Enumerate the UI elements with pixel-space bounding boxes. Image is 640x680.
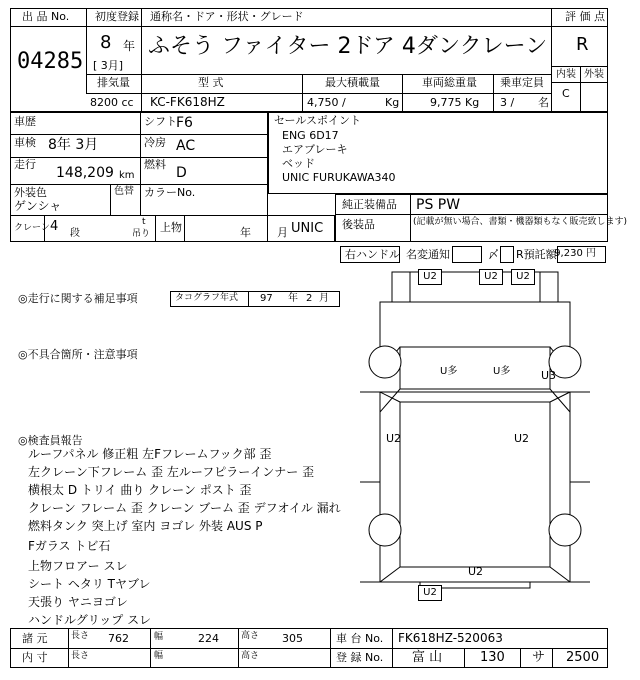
mark-u2-bumper: U2 (418, 585, 442, 601)
interior-grade-label: 内装 (556, 69, 576, 80)
first-reg-year: 8 (100, 32, 112, 53)
steering-value: 右ハンドル (345, 248, 400, 261)
mark-u2-front-left: U2 (418, 269, 442, 285)
inspector-line-8: シート ヘタリ Tヤブレ (28, 577, 151, 591)
aftermarket-note: (記載が無い場合、書類・機器類もなく販売致します) (413, 217, 628, 227)
registration-kana: サ (532, 650, 546, 665)
tachograph-label: タコグラフ年式 (175, 293, 239, 303)
model-label: 型 式 (198, 76, 224, 89)
inspection-value: 8年 3月 (48, 137, 99, 153)
bed-outline (380, 392, 570, 582)
tachograph-month-unit: 月 (319, 293, 329, 304)
history-label: 車歴 (14, 115, 36, 128)
tachograph-month: 2 (306, 293, 313, 304)
vehicle-name: ふそう ファイター 2ドア 4ダンクレーン (148, 34, 548, 59)
mark-u2-front-center: U2 (479, 269, 503, 285)
cab-outline (400, 347, 550, 389)
deadline-label: 〆 (488, 248, 499, 261)
wheel-rear-left (369, 514, 401, 546)
cab-roof-outline (380, 302, 570, 372)
mark-u2-right-side: U2 (514, 432, 530, 445)
displacement-value: 8200 cc (90, 96, 134, 109)
chassis-number: FK618HZ-520063 (398, 631, 503, 645)
registration-label: 登 録 No. (336, 651, 384, 664)
inspector-line-4: クレーン フレーム 歪 クレーン ブーム 歪 デフオイル 漏れ (28, 501, 341, 515)
interior-length-label: 長さ (71, 651, 90, 661)
color-label: 外装色 (14, 186, 47, 199)
crane-stages: 4 (50, 219, 59, 234)
capacity-value: 3 / (500, 96, 515, 109)
mileage-unit: km (119, 170, 135, 181)
oem-equipment-value: PS PW (416, 197, 461, 213)
vehicle-name-label: 通称名・ドア・形状・グレード (150, 10, 304, 23)
bed-month-unit: 月 (277, 226, 288, 239)
inspector-line-6: Fガラス トビ石 (28, 539, 111, 553)
lot-label: 出 品 No. (22, 10, 70, 23)
width-value: 224 (198, 632, 219, 645)
interior-height-label: 高さ (241, 651, 260, 661)
height-value: 305 (282, 632, 303, 645)
first-reg-year-unit: 年 (123, 39, 136, 53)
length-value: 762 (108, 632, 129, 645)
sales-points-label: セールスポイント (274, 114, 362, 127)
mark-u2-rear: U2 (468, 565, 484, 578)
shift-value: F6 (176, 115, 193, 131)
capacity-unit: 名 (538, 96, 549, 109)
inspection-label: 車検 (14, 136, 36, 149)
inspector-line-3: 横根太 D トリイ 曲り クレーン ポスト 歪 (28, 483, 252, 497)
capacity-label: 乗車定員 (500, 76, 544, 89)
mark-u2-front-right: U2 (511, 269, 535, 285)
mark-u2-left-side: U2 (386, 432, 402, 445)
registration-number: 2500 (566, 650, 600, 665)
wheel-rear-right (549, 514, 581, 546)
inspector-line-9: 天張り ヤニヨゴレ (28, 595, 128, 609)
lot-number: 04285 (17, 49, 84, 74)
lift-unit-bottom: 吊り (132, 229, 151, 239)
inspector-report-label: ◎検査員報告 (18, 434, 83, 447)
inspector-line-1: ルーフパネル 修正粗 左Fフレームフック部 歪 (28, 447, 272, 461)
height-label: 高さ (241, 631, 260, 641)
registration-region: 富 山 (412, 650, 443, 665)
oem-equipment-label: 純正装備品 (342, 198, 397, 211)
shift-label: シフト (144, 115, 177, 128)
wheel-front-left (369, 346, 401, 378)
fuel-label: 燃料 (144, 158, 166, 171)
gvw-label: 車両総重量 (422, 76, 477, 89)
score-label: 評 価 点 (565, 10, 605, 23)
fuel-value: D (176, 165, 187, 181)
mileage-label: 走行 (14, 158, 36, 171)
dims-label: 諸 元 (22, 632, 48, 645)
aftermarket-label: 後装品 (342, 218, 375, 231)
mark-u-many-left: U多 (440, 366, 458, 377)
max-load-unit: Kg (385, 96, 400, 109)
tachograph-year-unit: 年 (288, 293, 298, 304)
displacement-label: 排気量 (97, 76, 130, 89)
crane-stage-unit: 段 (70, 228, 80, 239)
lift-unit-top: t (142, 217, 146, 227)
name-change-label: 名変通知 (406, 248, 450, 261)
first-reg-label: 初度登録 (95, 10, 139, 23)
color-change-label: 色替 (114, 186, 134, 197)
defects-label: ◎不具合箇所・注意事項 (18, 348, 138, 361)
sales-point-2: エアブレーキ (282, 143, 348, 156)
inspector-line-2: 左クレーン下フレーム 歪 左ルーフピラーインナー 歪 (28, 465, 315, 479)
inspector-line-5: 燃料タンク 突上げ 室内 ヨゴレ 外装 AUS P (28, 519, 263, 533)
mark-u-many-right: U多 (493, 366, 511, 377)
color-value: ゲンシャ (14, 199, 62, 213)
color-code-label: カラーNo. (144, 186, 196, 199)
interior-dims-label: 内 寸 (22, 651, 48, 664)
interior-grade-value: C (562, 87, 570, 100)
gvw-value: 9,775 Kg (430, 96, 480, 109)
recycle-label: R預託額 (516, 248, 557, 261)
exterior-grade-label: 外装 (584, 69, 604, 80)
model-value: KC-FK618HZ (150, 95, 225, 109)
aircon-value: AC (176, 138, 196, 154)
mark-u3: U3 (541, 369, 557, 382)
sales-point-4: UNIC FURUKAWA340 (282, 171, 396, 184)
name-change-box (452, 246, 482, 263)
tachograph-year: 97 (260, 293, 273, 304)
width-label: 幅 (154, 632, 164, 642)
aircon-label: 冷房 (144, 136, 166, 149)
interior-width-label: 幅 (154, 651, 164, 661)
mileage-value: 148,209 (56, 165, 114, 181)
inspector-line-10: ハンドルグリップ スレ (28, 613, 152, 627)
recycle-amount: 9,230 円 (554, 248, 596, 259)
score-value: R (576, 34, 589, 55)
bed-year-unit: 年 (240, 226, 251, 239)
driving-notes-label: ◎走行に関する補足事項 (18, 292, 138, 305)
max-load-value: 4,750 / (307, 96, 346, 109)
chassis-label: 車 台 No. (336, 632, 384, 645)
max-load-label: 最大積載量 (325, 76, 380, 89)
registration-class: 130 (480, 650, 505, 665)
length-label: 長さ (71, 631, 90, 641)
crane-label: クレーン (14, 223, 50, 233)
sales-point-3: ベッド (282, 157, 315, 170)
bed-label: 上物 (160, 221, 182, 234)
first-reg-month: [ 3月] (93, 59, 124, 72)
sales-point-1: ENG 6D17 (282, 129, 339, 142)
bed-maker: UNIC (291, 221, 324, 236)
inspector-line-7: 上物フロアー スレ (28, 559, 128, 573)
